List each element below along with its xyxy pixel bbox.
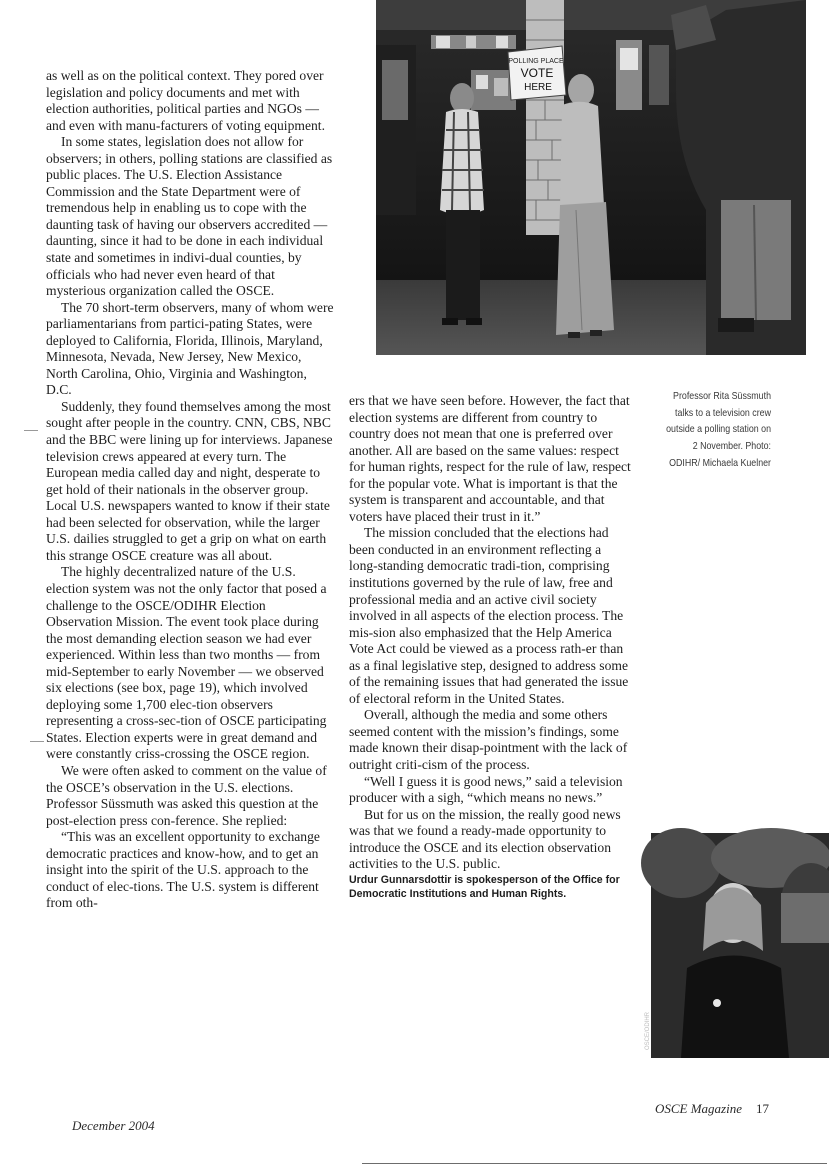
bottom-rule [362, 1163, 827, 1164]
article-column-1 [46, 68, 334, 912]
paragraph: ers that we have seen before. However, the fact that election systems are different from country to country does not mean that one is preferred over another. All are based on the same values: respect for human rights, respect for the rule of law, respect for the popular vote. What is important is that the system is transparent and accountable, and that voters have placed their trust in it.” [349, 393, 631, 524]
paragraph: We were often asked to comment on the value of the OSCE’s observation in the U.S. elections. Professor Süssmuth was asked this question at the post-election press con-ference. She replied: [46, 762, 327, 828]
sign-text: POLLING PLACE [508, 58, 564, 65]
margin-mark [24, 430, 38, 431]
article-column-2 [349, 393, 631, 902]
paragraph: In some states, legislation does not allow for observers; in others, polling stations are classified as public places. The U.S. Election Assistance Commission and the State Department were of tremendous help in enabling us to cope with the daunting task of having our observers accredited — daunting, since it had to be done in each individual state and sometimes in indivi-dual counties, by officials who had never even heard of that mysterious organization called the OSCE. [46, 134, 333, 299]
paragraph: But for us on the mission, the really good news was that we found a ready-made opportunity to introduce the OSCE and its election observation activities to the U.S. public. [349, 806, 621, 872]
paragraph: “This was an excellent opportunity to exchange democratic practices and know-how, and to get an insight into the spirit of the U.S. approach to the conduct of elec-tions. The U.S. system is different from oth- [46, 829, 320, 911]
sign-text: VOTE [520, 66, 554, 80]
issue-date: December 2004 [72, 1118, 155, 1133]
magazine-name: OSCE Magazine [654, 1101, 742, 1116]
paragraph: The 70 short-term observers, many of whom were parliamentarians from partici-pating States, were deployed to California, Florida, Illinois, Maryland, Minnesota, Nevada, New Jersey, New Mexico, North Carolina, Ohio, Virginia and Washington, D.C. [46, 299, 334, 398]
paragraph: Suddenly, they found themselves among the most sought after people in the country. CNN, CBS, NBC and the BBC were lining up for interviews. Japanese television crews appeared at every turn. The European media called day and night, desperate to get hold of their nationals in the observer group. Local U.S. newspapers wanted to know if their state had been selected for observation, while the larger U.S. dailies struggled to get a grip on what on earth this strange OSCE creature was all about. [46, 398, 333, 563]
sign-text: HERE [524, 82, 552, 93]
photo-credit: OSCE/ODIHR [645, 1011, 651, 1050]
paragraph: The highly decentralized nature of the U.S. election system was not the only factor that posed a challenge to the OSCE/ODIHR Election Observation Mission. The event took place during the most demanding election season we had ever experienced. Within less than two months — from mid-September to early November — we observed six elections (see box, page 19), which involved deploying some 1,700 elec-tion observers representing a cross-sec-tion of OSCE participating States. Election experts were in great demand and were constantly criss-crossing the OSCE region. [46, 564, 327, 762]
paragraph: “Well I guess it is good news,” said a television producer with a sigh, “which means no news.” [349, 773, 623, 806]
paragraph: Overall, although the media and some others seemed content with the mission’s findings, some made known their disap-pointment with the lack of outright criti-cism of the process. [349, 707, 628, 773]
woman-left-figure [440, 83, 484, 325]
page-footer [655, 1101, 769, 1117]
author-portrait-photo [645, 833, 829, 1058]
paragraph: The mission concluded that the elections had been conducted in an environment reflecting a long-standing democratic tradi-tion, comprising institutions governed by the rule of law, free and professional media and an active civil society involved in all aspects of the election process. The mis-sion also emphasized that the Help America Vote Act could be viewed as a process rath-er than as a final legislative step, designed to address some of the remaining issues that had generated the issue of electoral reform in the United States. [349, 525, 629, 706]
polling-station-photo [376, 0, 806, 355]
author-byline: Urdur Gunnarsdottir is spokesperson of the Office for Democratic Institutions and Human Rights. [349, 873, 620, 901]
photo-caption: Professor Rita Süssmuth talks to a television crew outside a polling station on 2 November. Photo: ODIHR/ Michaela Kuelner [666, 391, 771, 469]
paragraph: as well as on the political context. They pored over legislation and policy documents and met with election authorities, political parties and NGOs — and even with manu-facturers of voting equipment. [46, 68, 325, 133]
margin-mark [30, 741, 44, 742]
page-number: 17 [756, 1101, 769, 1116]
